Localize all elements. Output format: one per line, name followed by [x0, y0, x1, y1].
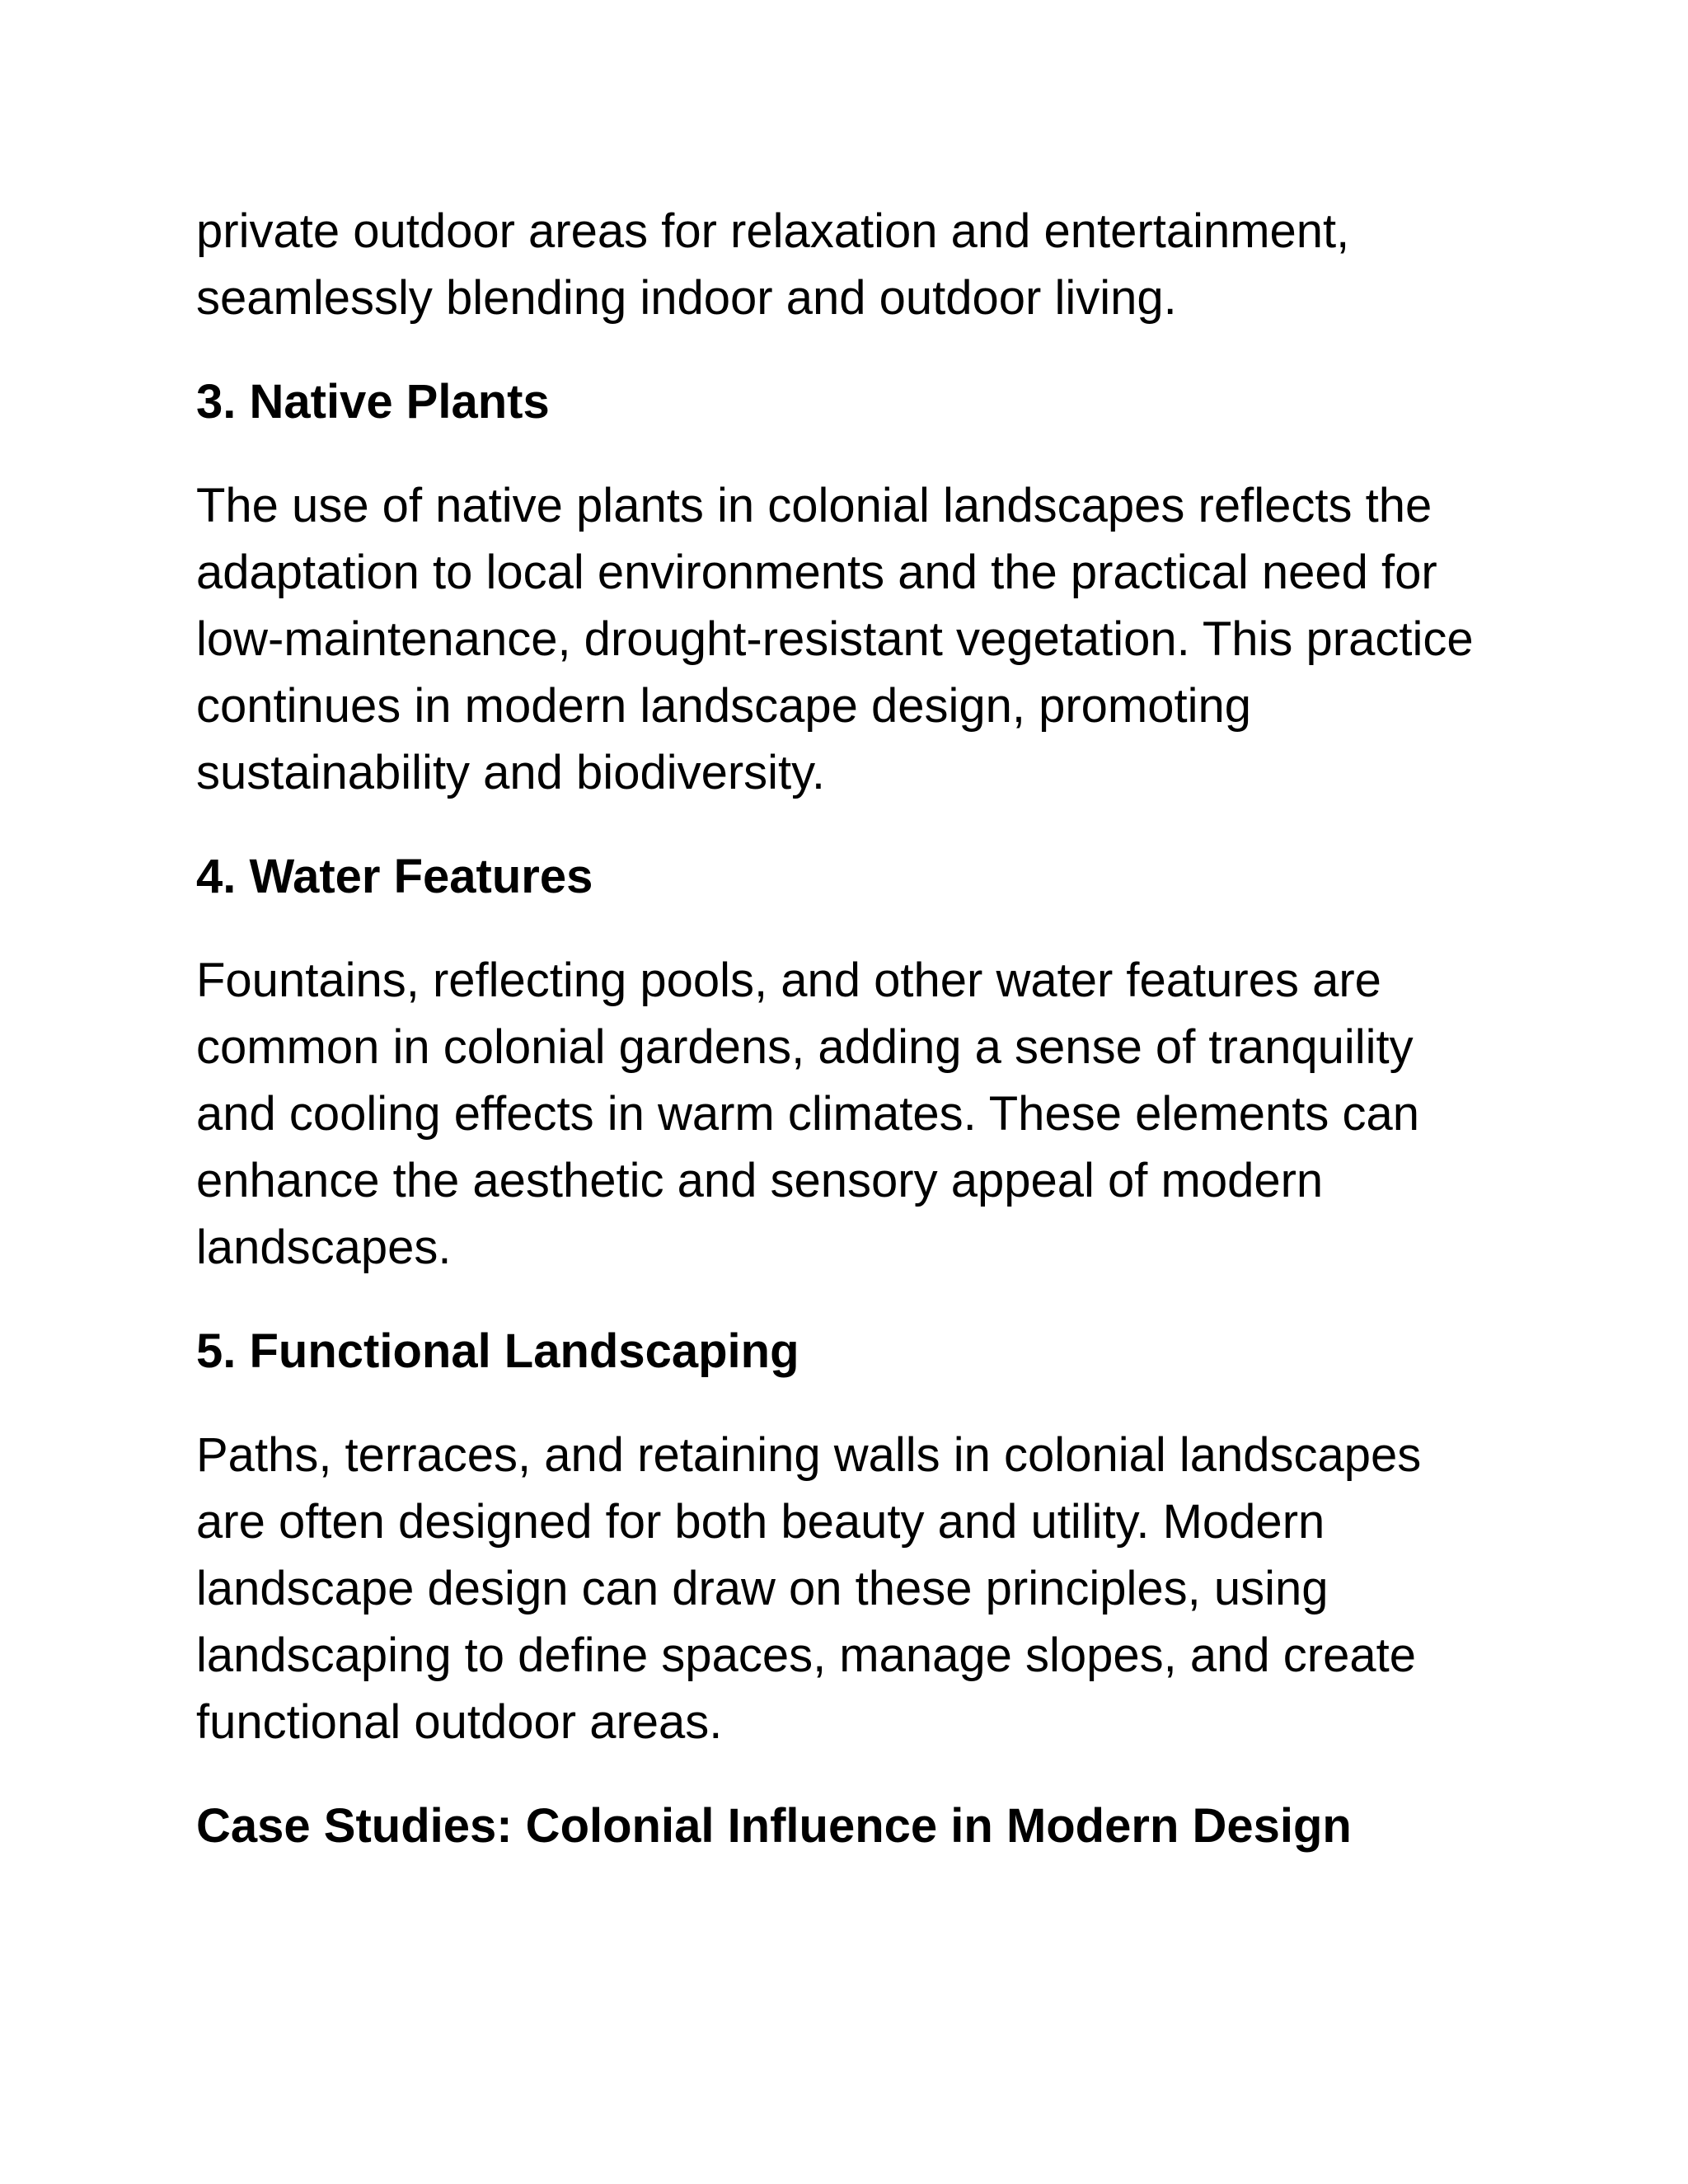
- section-heading-functional-landscaping: 5. Functional Landscaping: [196, 1324, 799, 1378]
- intro-paragraph: private outdoor areas for relaxation and entertainment, seamlessly blending indoor and outdoor living.: [196, 204, 1350, 325]
- section-heading-native-plants: 3. Native Plants: [196, 375, 550, 429]
- section-body-native-plants: The use of native plants in colonial landscapes reflects the adaptation to local environments and the practical need for low-maintenance, drought-resistant vegetation. This practice continues in modern landscape design, promoting sustainability and biodiversity.: [196, 479, 1474, 799]
- section-body-water-features: Fountains, reflecting pools, and other water features are common in colonial gardens, adding a sense of tranquility and cooling effects in warm climates. These elements can enhance the aesthetic and sensory appeal of modern landscapes.: [196, 954, 1420, 1274]
- section-body-functional-landscaping: Paths, terraces, and retaining walls in colonial landscapes are often designed for both beauty and utility. Modern landscape design can draw on these principles, using landscaping to define spaces, manage slopes, and create functional outdoor areas.: [196, 1428, 1422, 1749]
- case-studies-heading: Case Studies: Colonial Influence in Modern Design: [196, 1799, 1352, 1853]
- document-page: [196, 198, 1482, 1859]
- section-heading-water-features: 4. Water Features: [196, 850, 593, 903]
